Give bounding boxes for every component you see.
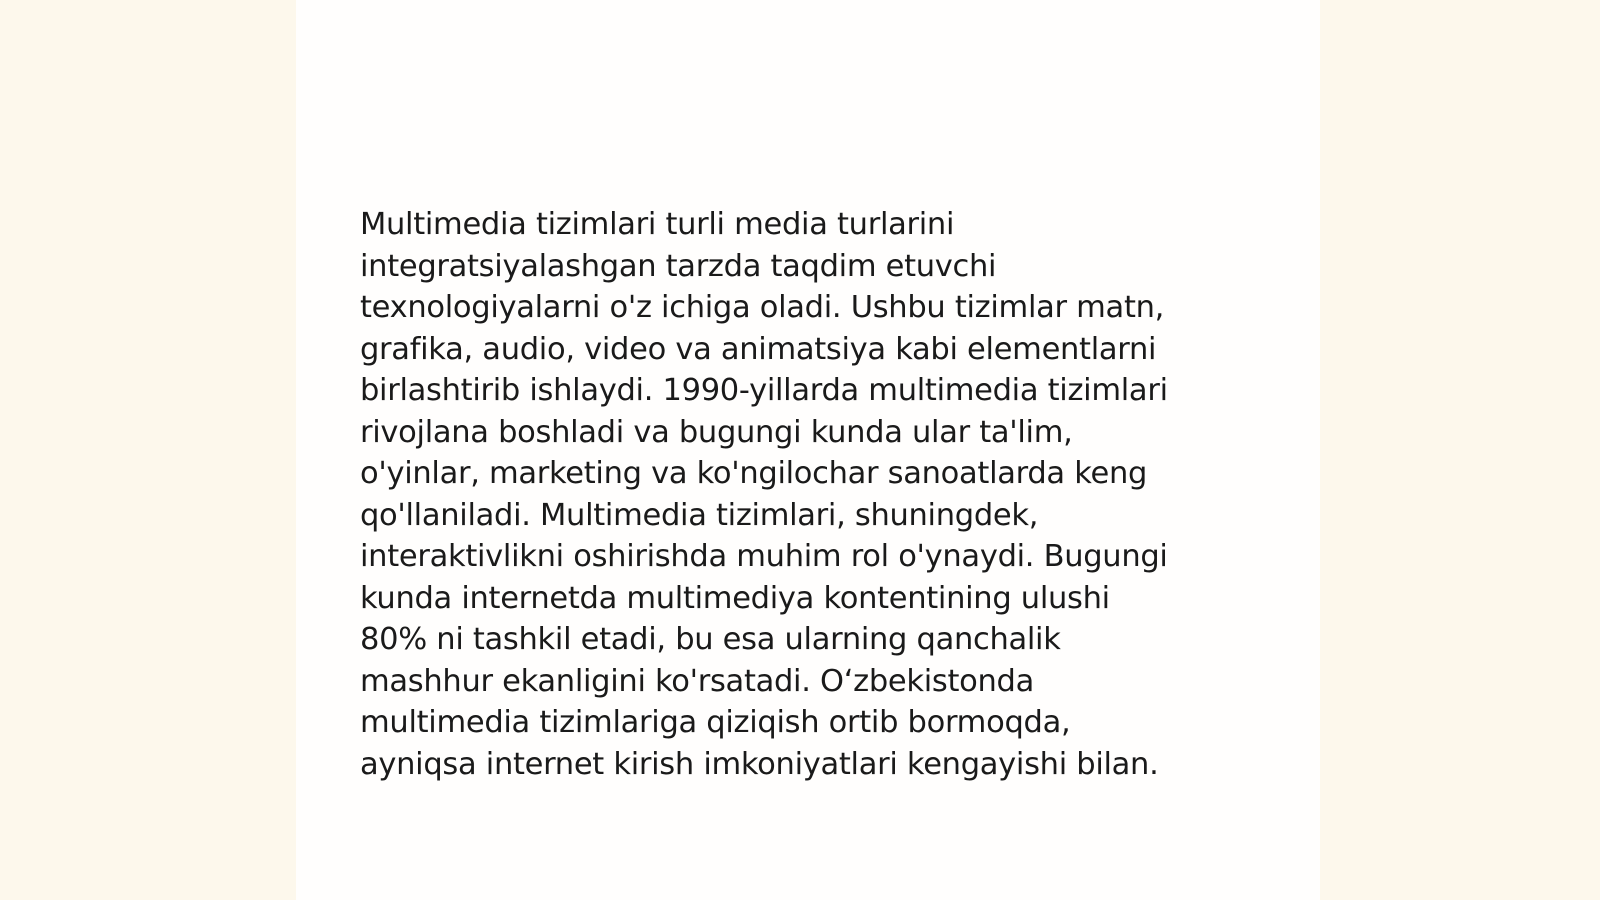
slide-body-text: Multimedia tizimlari turli media turlarini integratsiyalashgan tarzda taqdim etuvchi texnologiyalarni o'z ichiga oladi. Ushbu tizimlar matn, grafika, audio, video va animatsiya kabi elementlarni birlashtirib ishlaydi. 1990-yillarda multimedia tizimlari rivojlana boshladi va bugungi kunda ular ta'lim, o'yinlar, marketing va ko'ngilochar sanoatlarda keng qo'llaniladi. Multimedia tizimlari, shuningdek, interaktivlikni oshirishda muhim rol o'ynaydi. Bugungi kunda internetda multimediya kontentining ulushi 80% ni tashkil etadi, bu esa ularning qanchalik mashhur ekanligini ko'rsatadi. O‘zbekistonda multimedia tizimlariga qiziqish ortib bormoqda, ayniqsa internet kirish imkoniyatlari kengayishi bilan. (360, 207, 1168, 782)
slide (296, 0, 1320, 900)
